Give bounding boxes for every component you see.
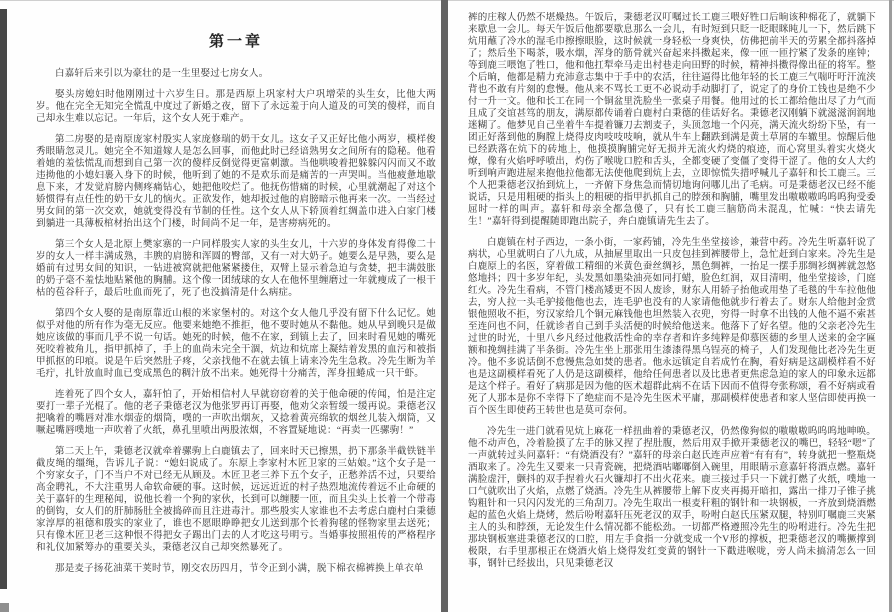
paragraph: 白鹿镇在村子西边，一条小街，一家药铺，冷先生坐堂接诊，兼营中药。冷先生听嘉轩说了病状，心里就明白了八九成，从抽屉里取出一只皮包挂到裤腰带上，急忙赶到白家来。冷先生是白鹿原上的名医，穿着做工精细的米黄色蚕丝绸衫，黑色绸裤，一抬足一摆手那绸衫绸裤就忽悠悠地抖；四十多岁年纪，头发黑如墨染油亮如同打蜡，脸色红润，双目清明，他坐堂接诊，门庭红火。冷先生看病，不管门楼高矮更不因人废诊，财东人用轿子抬他或用垫了毛毯的牛车拉他他去，穷人拉一头毛驴接他他也去，连毛驴也没有的人家请他他就步行着去了。财东人给他封金赏银他照收不拒，穷汉家给几个铜元麻钱他也坦然装入衣兜，穷得一时拿不出钱的人他不逼不索甚至连问也不问，任就诊者自己到手头活便的时候给他送来。他落下了好名望。他的父亲老冷先生过世的时光，十里八乡凡经过他救活性命的幸存者和许多纯粹是仰慕医德的乡里人送来的金字匾额和挽绸挂满了半条街。冷先生坐上那张用生漆漆得黑乌锃亮的椅子，人们发现他比老冷先生更冷。他不多说话倒不怠慢焦急如焚的患者。他永远镇定自若成竹在胸，看好病是这副模样看不好也是这副模样看死了人仍是这副模样，他给任何患者以及比患者更焦虑急迫的家人的印象永远都是这个样子。看好了病那是因为他的医术超群此病不在话下因而不值得夸张称颂，看不好病或看死了人那本是你不幸得下了绝症而不是冷先生医术平庸，那副模样使患者和家人坚信即使再换一百个医生即使药王转世也是莫可奈何。 [468, 238, 876, 416]
right-page [468, 12, 876, 608]
scan-corner-mark [0, 603, 9, 612]
paragraph: 第二房娶的是南原庞家村殷实人家庞修瑞的奶干女儿。这女子又正好比他小两岁，模样俊秀眼睛忽灵儿。她完全不知道嫁人是怎么回事，而他此时已经谙熟男女之间所有的隐秘。他看着她的羞怯慌乱而想到自己第一次的傻样反倒觉得更富刺激。当他哄唆着把躲躲闪闪而又不敢违拗他的小媳妇裹入身下的时候，他听到了她的不是欢乐而是痛苦的一声哭叫。当他疲惫地歇息下来，才发觉肩膀内侧疼痛钻心，她把他咬烂了。他抚伤惜痛的时候，心里就潮起了对这个娇惯得有点任性的奶干女儿的恼火。正欲发作，她却扳过他的肩膀暗示他再来一次。一当经过男女间的第一次交欢，她就变得没有节制的任性。这个女人从下轿顶着红绸盖巾进入白家门楼到躺进一具薄板棺材抬出这个门楼，时间尚不足一年，是害痨病死的。 [36, 135, 436, 229]
scan-left-edge-bar [0, 9, 7, 589]
paragraph-continuation: 裤的庄稼人仍然不堪燥热。午饭后，秉德老汉叮嘱过长工鹿三喂好牲口后晌该种棉花了，就躺下来歇息一会儿。每天午饭后他都要歇息那么一会儿，有时短到只眨一眨眼眯盹儿一下，然后跳下炕用蘸了冷水的湿毛巾擦擦眼脸，这时候就一身轻松一身爽快，仿佛把前半天的劳累全都抖落掉了；然后坐下喝茶，吸水烟，浑身的筋骨就兴奋起来抖擞起来，像一匝一匝拧紧了发条的座钟；等到鹿三喂饱了牲口，他和他扛犁牵马走出村巷走向田野的时候，精神抖擞得像出征的将军。整个后晌，他都是精力充沛意志集中于手中的农活，往往逼得比他年轻的长工鹿三气喘吁吁汗流浃背也不敢有片刻的怠慢。他从来不骂长工更不必说动手动脚打了，说定了的身价工钱也是绝不少付一升一文。他和长工在同一个铜盆里洗脸坐一张桌子用餐。他用过的长工都给他出尽了力气而且成了交谊甚笃的朋友，满原都传诵着白鹿村白秉德的佳话好名。秉德老汉刚躺下就滋滋润润地迷糊了。他梦见自己坐着牛车提着镰刀去割麦子，头顶忽地一个闪亮，满天流火纷纷下坠，有一团正好落到他的胸膛上烧得皮肉吱吱吱响，就从牛车上翻跌到满是黄土草屑的车辙里。惊醒后他已经跌落在炕下的砖地上，他摸摸胸脯完好无损并无流火灼烧的痕迹，而心窝里头着实火烧火燎，像有火焰呼呼喷出，灼伤了喉咙口腔和舌头，全都变硬了变僵了变得干涩了。他的女人大约听到响声跑进屋来抱他拉他都无法使他爬到炕上去，立即惊慌失措呼喊儿子嘉轩和长工鹿三。三个人把秉德老汉抬到炕上，一齐俯下身焦急而情切地询问哪儿出了毛病。可是秉德老汉已经不能说话，只是用粗硬的指头上的粗硬的指甲扒抓自己的脖颈和胸脯，嘴里发出嗷嗷嗷呜呜呜狗受委屈时一样的叫声。嘉轩和母亲全都急傻了，只有长工鹿三脑筋尚未混乱，忙喊：“快去请先生！”嘉轩得到提醒随即跑出院子，奔白鹿镇请先生去了。 [468, 13, 876, 227]
paragraph: 第二天上午，秉德老汉就牵着骡驹上白鹿镇去了，回来时天已擦黑，扔下那条半截铁链半截皮绳的缰绳，告诉儿子说：“媳妇说成了。东原上李家村木匠卫家的三姑娘。”这个女子是一个穷家女子，门不当户不对已经无从顾及。木匠卫老三养下五个女子，正愁养活不过，只要给高金聘礼，不大注重男人命软命硬的事。这时候，远远近近的村子热烈地流传着远不止命硬的关于嘉轩的生理秘闻，说他长着一个狗的家伙，长到可以缠腰一匝，而且尖头上长着一个带毒的倒钩，女人们的肝肺肠肚全被捣碎而且注进毒汁。那些殷实人家谁也不去考虑白鹿村白秉德家淳厚的祖德和殷实的家业了，谁也不愿眼睁睁把女儿送到那个长着狗毬的怪物家里去送死；只有像木匠卫老三这种恨不得把女子踢出门去的人才吃这号明亏。当婚事按照祖传的严格程序和礼仪加紧筹办的重要关头，秉德老汉自己却突然暴死了。 [36, 447, 436, 553]
page-gutter-seam [441, 0, 448, 612]
scan-right-edge [889, 0, 892, 612]
paragraph: 第四个女人娶的是南原靠近山根的米家堡村的。对这个女人他几乎没有留下什么记忆。她似乎对他的所有作为毫无反应。他要来她绝不推拒，他不要时她从不黏他。她从早到晚只是做她应该做的事而几乎不说一句话。她死的时候，他不在家，到镇上去了，回来时看见她的嘴死死咬着被角儿，指甲抓掉了，手上的血尚未完全干涸，炕边和炕席上凝结着发黑的血污和被指甲抓抠的印痕。说是午后突然肚子疼，父亲找他不在就去镇上请来冷先生急救。冷先生断为羊毛疔，扎针放血时血已变成黑色的稠汁放不出来。她死得十分痛苦，浑身扭蜷成一只干虾。 [36, 309, 436, 379]
paragraph: 冷先生一进门就看见炕上麻花一样扭曲着的秉德老汉，仍然像狗似的嗷嗷嗷呜呜呜地呻唤。他不动声色，冷着脸摸了左手的脉又捏了捏肚腹，然后用双手掀开秉德老汉的嘴巴，轻轻“嗯”了一声就转过头问嘉轩：“有烧酒没有？”嘉轩的母亲白赵氏连声应着“有有有”，转身就把一整瓶烧酒取来了。冷先生又要来一只青瓷碗，把烧酒咕嘟嘟倒入碗里，用眼睛示意嘉轩将酒点燃。嘉轩满脸虚汗，颤抖的双手捏着火石火镰却打不出火花来。鹿三接过手只一下就打燃了火纸，噗地一口气就吹出了火焰，点燃了烧酒。冷先生从裤腰带上解下皮夹再揭开暗扣，露出一排刀子锥子挑钩粗针和一只闪闪发光的三角刮刀。冷先生取出一根麦秆粗的钢针和一块钢板，一齐放到烧酒燃起的蓝色火焰上烧烤，然后吩咐嘉轩压死老汉的双手，吩咐白赵氏压紧双腿，特别叮嘱鹿三夹紧主人的头和脖颈，无论发生什么情况都不能松劲。一切都严格遵照冷先生的吩咐进行。冷先生把那块钢板塞进秉德老汉的口腔，用左手食指一分就变成一个V形的撑板，把秉德老汉的嘴撅撑到极限，右手里那根正在烧酒火焰上烧得发红变黄的钢针一下戳进喉咙，旁人尚未搞清怎么一回事，钢针已经拔出，只见秉德老汉 [468, 427, 876, 569]
paragraph: 那是麦子扬花油菜干荚时节，刚交农历四月，节令正到小满，脱下棉衣棉裤换上单衣单 [55, 564, 424, 574]
paragraph: 娶头房媳妇时他刚刚过十六岁生日。那是西原上巩家村大户巩增荣的头生女，比他大两岁。他在完全无知完全慌乱中度过了新婚之夜，留下了永远羞于向人道及的可笑的傻样，而自己却永生难以忘记。一年后，这个女人死于难产。 [36, 90, 436, 124]
paragraph: 连着死了四个女人，嘉轩怕了，开始相信村人早就窃窃着的关于他命硬的传闻，怕是注定要打一辈子光棍了。他的老子秉德老汉为他张罗再订再娶，他劝父亲暂缓一缓再说。秉德老汉把噙着的嘴唇对准水烟壶的烟筒，噗的一声吹出烟灰，又捻着黄亮绵软的烟丝儿装入烟筒，又噘起嘴唇噗地一声吹着了火纸，鼻孔里喷出两股浓烟，不容置疑地说：“再卖一匹骡驹！” [36, 390, 436, 436]
left-page [36, 28, 436, 604]
paragraph: 白嘉轩后来引以为豪壮的是一生里娶过七房女人。 [55, 69, 269, 79]
chapter-title: 第一章 [208, 34, 263, 50]
paragraph: 第三个女人是北原上樊家寨的一户同样殷实人家的头生女儿，十六岁的身体发育得像二十岁的女人一样丰满成熟，丰腴的肩膀和浑圆的臀部，又有一对大奶子。她要么是早熟，要么是婚前有过男女间的知识，一钻进被窝就把他紧紧搂住，双臂上显示着急迫与贪婪，把丰满鼓胀的奶子毫不羞怯地贴紧他的胸脯。这个像一团绒球的女人在他怀里缠磨过一年就瘦成了一根干枯的苞谷秆子，最后吐血而死了，死了也没搞清是什么病症。 [36, 240, 436, 298]
